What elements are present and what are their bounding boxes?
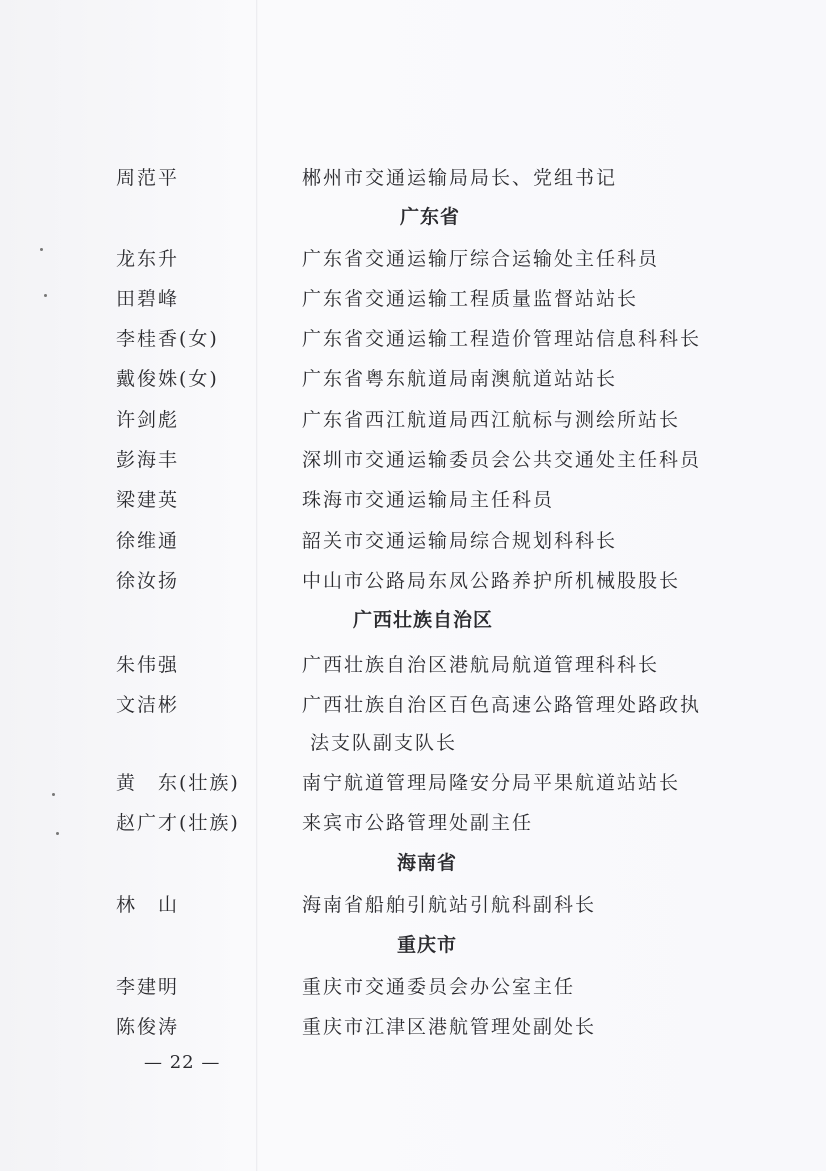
person-name: 戴俊姝(女) (116, 368, 219, 390)
scan-speck (44, 294, 47, 297)
section-heading-chongqing: 重庆市 (396, 934, 458, 956)
person-title: 广西壮族自治区港航局航道管理科科长 (302, 654, 660, 676)
person-name: 黄 东(壮族) (116, 772, 240, 794)
person-title: 深圳市交通运输委员会公共交通处主任科员 (302, 449, 702, 471)
person-name: 李建明 (116, 976, 180, 998)
person-name: 朱伟强 (116, 654, 180, 676)
person-title: 来宾市公路管理处副主任 (302, 812, 534, 834)
page-number: — 22 — (144, 1052, 221, 1073)
person-name: 陈俊涛 (116, 1016, 180, 1038)
person-title-continuation: 法支队副支队长 (310, 732, 458, 754)
person-title: 广东省粤东航道局南澳航道站站长 (302, 368, 618, 390)
section-heading-guangxi: 广西壮族自治区 (352, 609, 494, 631)
person-title: 广东省交通运输工程质量监督站站长 (302, 288, 639, 310)
person-title: 广西壮族自治区百色高速公路管理处路政执 (302, 694, 702, 716)
person-name: 赵广才(壮族) (116, 812, 240, 834)
person-title: 南宁航道管理局隆安分局平果航道站站长 (302, 772, 681, 794)
person-name: 徐维通 (116, 530, 180, 552)
person-name: 彭海丰 (116, 449, 180, 471)
person-title: 中山市公路局东凤公路养护所机械股股长 (302, 570, 681, 592)
person-title: 珠海市交通运输局主任科员 (302, 489, 555, 511)
person-name: 文洁彬 (116, 694, 180, 716)
person-title: 重庆市交通委员会办公室主任 (302, 976, 576, 998)
scan-speck (40, 248, 43, 251)
person-name: 许剑彪 (116, 409, 180, 431)
person-name: 田碧峰 (116, 288, 180, 310)
person-title: 海南省船舶引航站引航科副科长 (302, 894, 597, 916)
person-title: 郴州市交通运输局局长、党组书记 (302, 167, 618, 189)
page-fold-shadow (256, 0, 258, 1171)
person-name: 李桂香(女) (116, 328, 219, 350)
person-name: 周范平 (116, 167, 180, 189)
person-name: 林 山 (116, 894, 180, 916)
person-name: 梁建英 (116, 489, 180, 511)
person-name: 龙东升 (116, 248, 180, 270)
person-title: 广东省西江航道局西江航标与测绘所站长 (302, 409, 681, 431)
section-heading-hainan: 海南省 (396, 852, 458, 874)
person-title: 韶关市交通运输局综合规划科科长 (302, 530, 618, 552)
person-title: 广东省交通运输厅综合运输处主任科员 (302, 248, 660, 270)
section-heading-guangdong: 广东省 (399, 206, 461, 228)
person-title: 广东省交通运输工程造价管理站信息科科长 (302, 328, 702, 350)
person-title: 重庆市江津区港航管理处副处长 (302, 1016, 597, 1038)
scan-speck (52, 793, 55, 796)
person-name: 徐汝扬 (116, 570, 180, 592)
scan-speck (56, 832, 59, 835)
